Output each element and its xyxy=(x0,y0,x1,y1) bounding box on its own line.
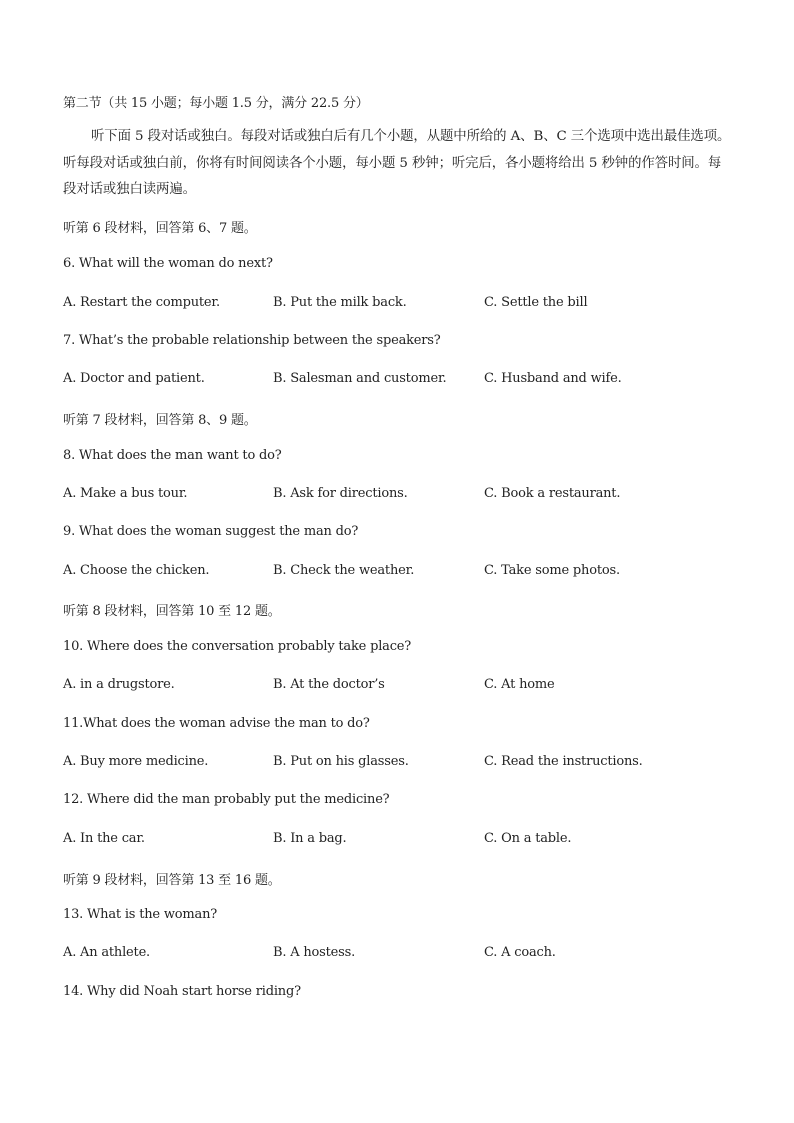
option-b: B. Check the weather. xyxy=(273,563,415,578)
question-text: 12. Where did the man probably put the medicine? xyxy=(63,792,390,807)
segment-intro: 听第 9 段材料，回答第 13 至 16 题。 xyxy=(63,873,281,888)
option-b: B. Ask for directions. xyxy=(273,486,408,501)
question-text: 11.What does the woman advise the man to do? xyxy=(63,716,370,731)
option-a: A. Restart the computer. xyxy=(63,295,220,310)
instructions-paragraph: 听下面 5 段对话或独白。每段对话或独白后有几个小题，从题中所给的 A、B、C 三个选项中选出最佳选项。听每段对话或独白前，你将有时间阅读各个小题，每小题 5 秒钟；听完后，各小题将给出 5 秒钟的作答时间。每段对话或独白读两遍。 xyxy=(63,129,731,197)
option-c: C. A coach. xyxy=(484,945,556,960)
option-b: B. At the doctor’s xyxy=(273,677,385,692)
question-text: 13. What is the woman? xyxy=(63,907,218,922)
option-a: A. Buy more medicine. xyxy=(63,754,209,769)
option-b: B. A hostess. xyxy=(273,945,356,960)
option-b: B. Put the milk back. xyxy=(273,295,407,310)
question-text: 9. What does the woman suggest the man do? xyxy=(63,524,359,539)
question-text: 7. What’s the probable relationship between the speakers? xyxy=(63,333,441,348)
option-a: A. in a drugstore. xyxy=(63,677,175,692)
option-c: C. Take some photos. xyxy=(484,563,620,578)
option-c: C. Book a restaurant. xyxy=(484,486,621,501)
option-c: C. On a table. xyxy=(484,831,572,846)
segment-intro: 听第 6 段材料，回答第 6、7 题。 xyxy=(63,221,257,236)
option-c: C. At home xyxy=(484,677,555,692)
question-text: 14. Why did Noah start horse riding? xyxy=(63,984,301,999)
segment-intro: 听第 7 段材料，回答第 8、9 题。 xyxy=(63,413,257,428)
option-b: B. Put on his glasses. xyxy=(273,754,409,769)
option-a: A. Make a bus tour. xyxy=(63,486,188,501)
option-b: B. Salesman and customer. xyxy=(273,371,447,386)
question-text: 10. Where does the conversation probably take place? xyxy=(63,639,412,654)
option-a: A. In the car. xyxy=(63,831,145,846)
section-header: 第二节（共 15 小题；每小题 1.5 分，满分 22.5 分） xyxy=(63,96,369,111)
option-c: C. Read the instructions. xyxy=(484,754,643,769)
question-text: 8. What does the man want to do? xyxy=(63,448,282,463)
option-a: A. An athlete. xyxy=(63,945,150,960)
option-c: C. Settle the bill xyxy=(484,295,588,310)
option-c: C. Husband and wife. xyxy=(484,371,622,386)
question-text: 6. What will the woman do next? xyxy=(63,256,273,271)
option-a: A. Doctor and patient. xyxy=(63,371,205,386)
segment-intro: 听第 8 段材料，回答第 10 至 12 题。 xyxy=(63,604,281,619)
option-a: A. Choose the chicken. xyxy=(63,563,210,578)
option-b: B. In a bag. xyxy=(273,831,347,846)
